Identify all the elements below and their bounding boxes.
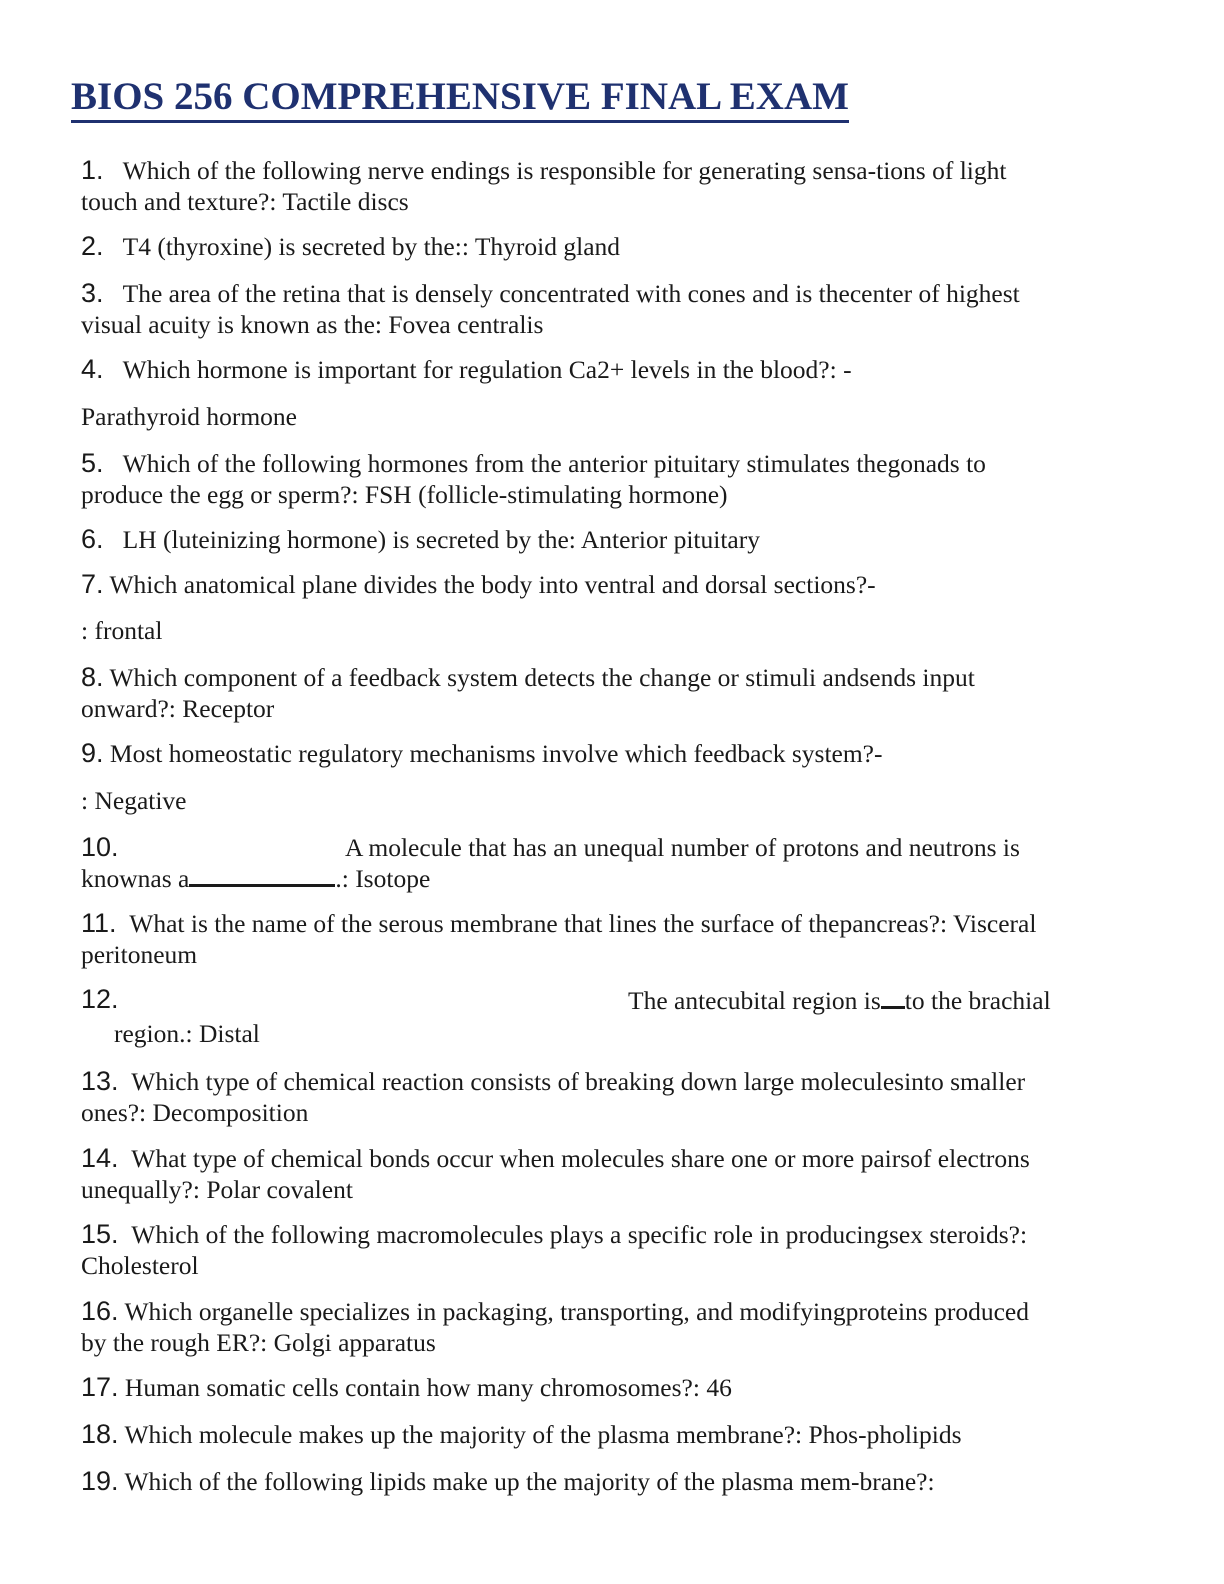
question-number: 2. [81, 231, 104, 261]
question-text-cont: touch and texture?: Tactile discs [81, 187, 409, 216]
question-text: Which type of chemical reaction consists of breaking down large moleculesinto smaller [131, 1067, 1026, 1096]
question-number: 1. [81, 155, 104, 185]
question-text: Which of the following macromolecules plays a specific role in producingsex steroids?: [131, 1220, 1028, 1249]
question-14 [81, 1143, 1030, 1205]
question-text: What is the name of the serous membrane that lines the surface of thepancreas?: Visceral [129, 909, 1037, 938]
question-16 [81, 1296, 1029, 1358]
question-6 [81, 524, 760, 555]
question-text: Which organelle specializes in packaging, transporting, and modifyingproteins produced [124, 1297, 1029, 1326]
question-text-cont: ones?: Decomposition [81, 1098, 309, 1127]
question-text-cont: peritoneum [81, 940, 198, 969]
question-number: 12. [81, 984, 119, 1014]
question-4 [81, 354, 852, 385]
question-text-cont: produce the egg or sperm?: FSH (follicle-stimulating hormone) [81, 480, 728, 509]
question-text: Which molecule makes up the majority of the plasma membrane?: Phos-pholipids [124, 1420, 962, 1449]
question-number: 14. [81, 1143, 119, 1173]
question-10 [81, 832, 119, 863]
question-text: The area of the retina that is densely concentrated with cones and is thecenter of highest [122, 279, 1020, 308]
question-number: 15. [81, 1219, 119, 1249]
question-9-answer: : Negative [81, 786, 187, 815]
question-text: Which of the following lipids make up the majority of the plasma mem-brane?: [124, 1467, 935, 1496]
question-10-text-cont: knownas a .: Isotope [81, 864, 431, 893]
question-text-cont: Cholesterol [81, 1251, 199, 1280]
question-17 [81, 1372, 732, 1403]
question-15 [81, 1219, 1027, 1281]
question-7-answer: : frontal [81, 616, 163, 645]
answer-blank [881, 988, 905, 1009]
question-8 [81, 662, 975, 724]
question-text: What type of chemical bonds occur when molecules share one or more pairsof electrons [131, 1144, 1030, 1173]
question-3 [81, 278, 1020, 340]
question-text: Which of the following hormones from the anterior pituitary stimulates thegonads to [122, 449, 986, 478]
question-1 [81, 155, 1006, 217]
question-18 [81, 1419, 962, 1450]
question-number: 18. [81, 1419, 119, 1449]
question-19 [81, 1466, 935, 1497]
question-number: 8. [81, 662, 104, 692]
question-text: Most homeostatic regulatory mechanisms involve which feedback system?- [109, 739, 883, 768]
question-11 [81, 908, 1036, 970]
question-text-cont: unequally?: Polar covalent [81, 1175, 353, 1204]
question-10-text: A molecule that has an unequal number of protons and neutrons is [345, 833, 1020, 862]
question-text-cont: visual acuity is known as the: Fovea centralis [81, 310, 544, 339]
question-12-text-cont: region.: Distal [114, 1019, 260, 1048]
question-number: 5. [81, 448, 104, 478]
question-text-cont: onward?: Receptor [81, 694, 275, 723]
question-text: Which component of a feedback system detects the change or stimuli andsends input [109, 663, 975, 692]
question-text: Human somatic cells contain how many chromosomes?: 46 [124, 1373, 732, 1402]
question-12 [81, 984, 119, 1015]
question-number: 10. [81, 832, 119, 862]
question-number: 6. [81, 524, 104, 554]
question-number: 11. [81, 908, 117, 938]
question-number: 9. [81, 738, 104, 768]
question-2 [81, 231, 620, 262]
question-number: 3. [81, 278, 104, 308]
question-13 [81, 1066, 1025, 1128]
question-text: Which of the following nerve endings is responsible for generating sensa-tions of light [122, 156, 1007, 185]
question-text: Which anatomical plane divides the body into ventral and dorsal sections?- [109, 570, 876, 599]
question-number: 17. [81, 1372, 119, 1402]
question-text: T4 (thyroxine) is secreted by the:: Thyroid gland [122, 232, 621, 261]
answer-blank [189, 866, 335, 887]
question-text: Which hormone is important for regulation Ca2+ levels in the blood?: - [122, 355, 852, 384]
question-text: LH (luteinizing hormone) is secreted by the: Anterior pituitary [122, 525, 760, 554]
question-4-answer: Parathyroid hormone [81, 402, 297, 431]
question-text-cont: by the rough ER?: Golgi apparatus [81, 1328, 436, 1357]
question-12-text: The antecubital region is to the brachial [628, 986, 1051, 1015]
question-number: 13. [81, 1066, 119, 1096]
question-number: 19. [81, 1466, 119, 1496]
question-9 [81, 738, 883, 769]
question-7 [81, 569, 876, 600]
question-number: 7. [81, 569, 104, 599]
question-number: 4. [81, 354, 104, 384]
page-title: BIOS 256 COMPREHENSIVE FINAL EXAM [71, 74, 849, 123]
question-number: 16. [81, 1296, 119, 1326]
question-5 [81, 448, 986, 510]
